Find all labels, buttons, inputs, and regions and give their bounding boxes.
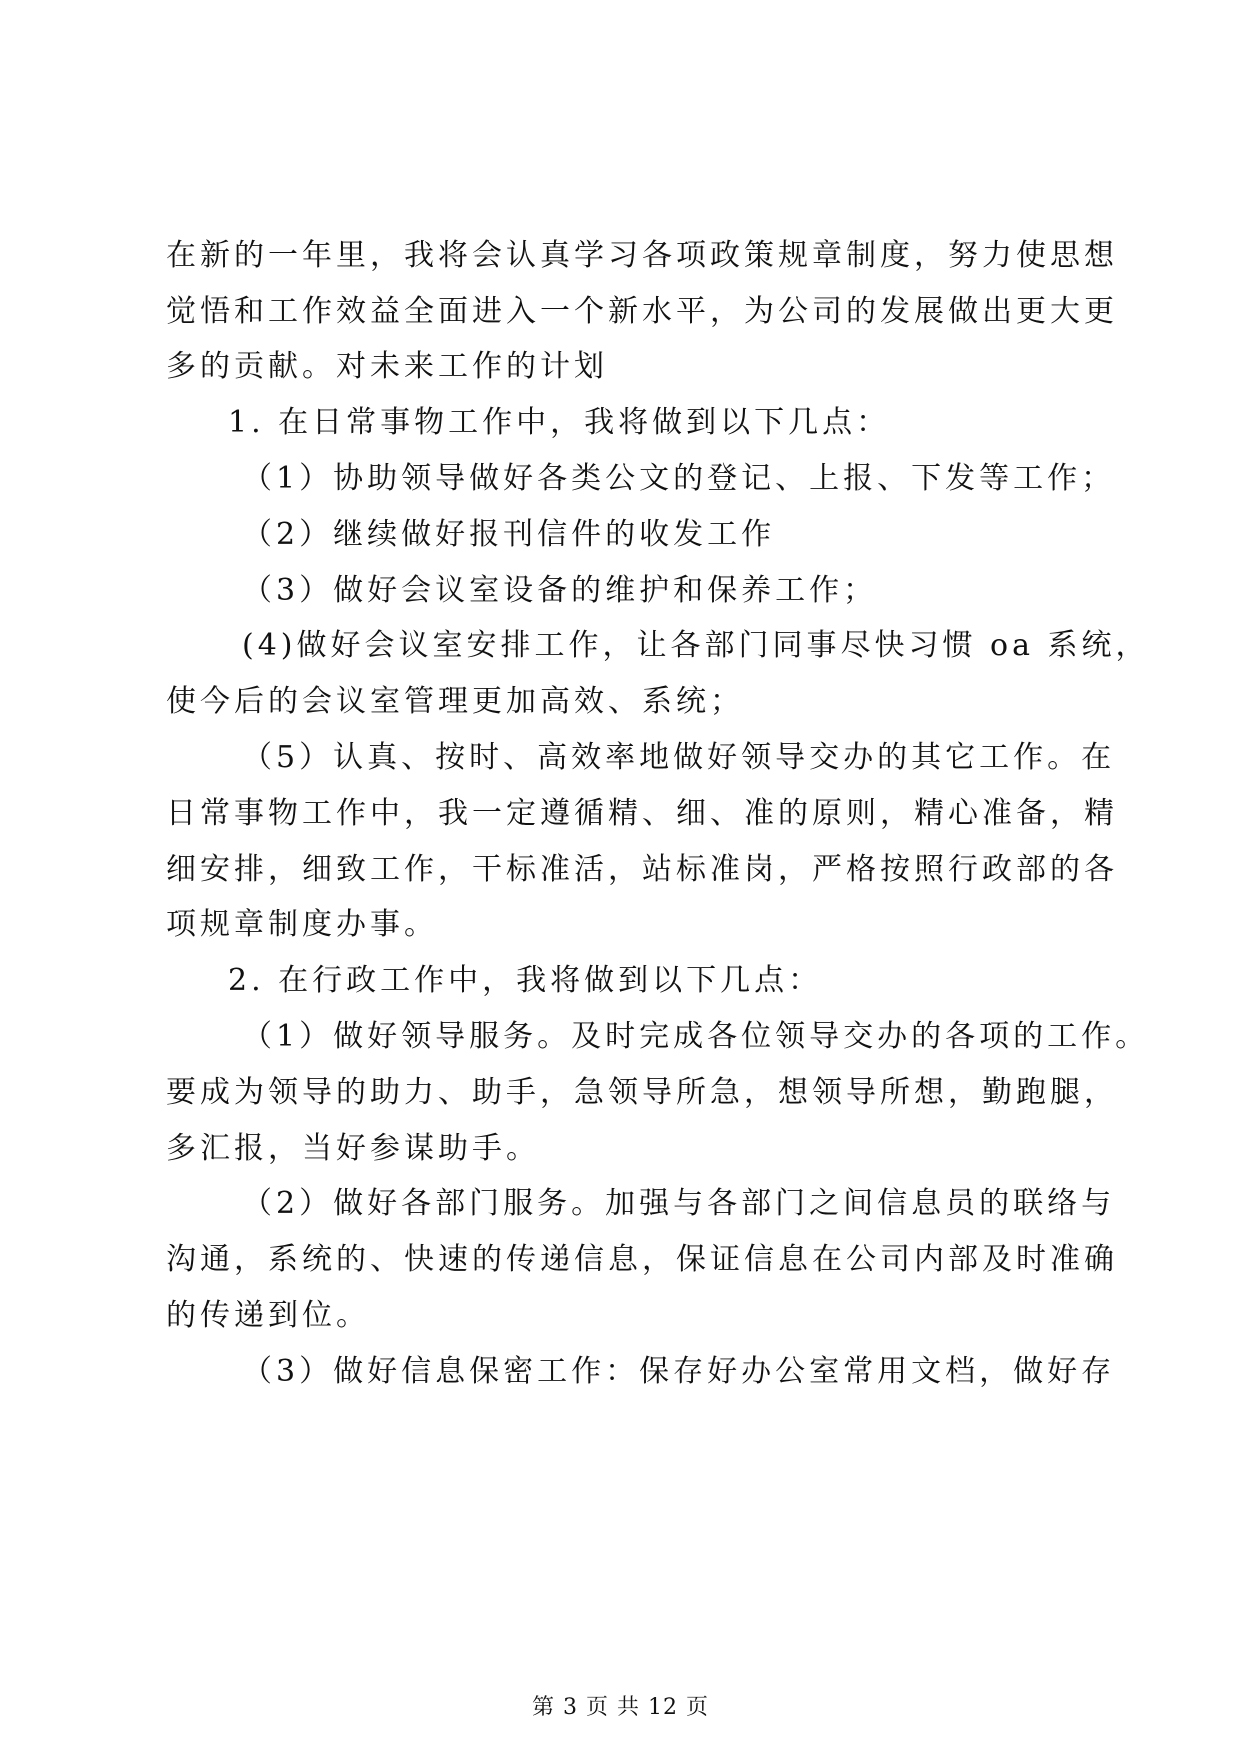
list-item: （3）做好信息保密工作：保存好办公室常用文档，做好存 <box>242 1354 1116 1389</box>
paragraph-line: 使今后的会议室管理更加高效、系统； <box>166 684 744 719</box>
paragraph-line: 多汇报，当好参谋助手。 <box>166 1131 540 1166</box>
list-item: （3）做好会议室设备的维护和保养工作； <box>242 573 878 608</box>
paragraph-line: 要成为领导的助力、助手，急领导所急，想领导所想，勤跑腿， <box>166 1075 1118 1110</box>
paragraph-line: 觉悟和工作效益全面进入一个新水平，为公司的发展做出更大更 <box>166 294 1118 329</box>
section-heading: 1. 在日常事物工作中，我将做到以下几点： <box>228 405 891 440</box>
paragraph-line: 细安排，细致工作，干标准活，站标准岗，严格按照行政部的各 <box>166 852 1118 887</box>
list-item: （5）认真、按时、高效率地做好领导交办的其它工作。在 <box>242 740 1116 775</box>
paragraph-line: 的传递到位。 <box>166 1298 370 1333</box>
paragraph-line: 项规章制度办事。 <box>166 907 438 942</box>
paragraph-line: 沟通，系统的、快速的传递信息，保证信息在公司内部及时准确 <box>166 1242 1118 1277</box>
list-item: （2）做好各部门服务。加强与各部门之间信息员的联络与 <box>242 1186 1116 1221</box>
paragraph-line: 日常事物工作中，我一定遵循精、细、准的原则，精心准备，精 <box>166 796 1118 831</box>
section-heading: 2. 在行政工作中，我将做到以下几点： <box>228 963 823 998</box>
list-item: （1）做好领导服务。及时完成各位领导交办的各项的工作。 <box>242 1019 1150 1054</box>
paragraph-line: 多的贡献。对未来工作的计划 <box>166 349 608 384</box>
page-number-footer: 第 3 页 共 12 页 <box>532 1695 709 1720</box>
list-item: （1）协助领导做好各类公文的登记、上报、下发等工作； <box>242 461 1116 496</box>
list-item: (4)做好会议室安排工作，让各部门同事尽快习惯 oa 系统， <box>242 628 1150 663</box>
list-item: （2）继续做好报刊信件的收发工作 <box>242 517 776 552</box>
paragraph-line: 在新的一年里，我将会认真学习各项政策规章制度，努力使思想 <box>166 238 1118 273</box>
